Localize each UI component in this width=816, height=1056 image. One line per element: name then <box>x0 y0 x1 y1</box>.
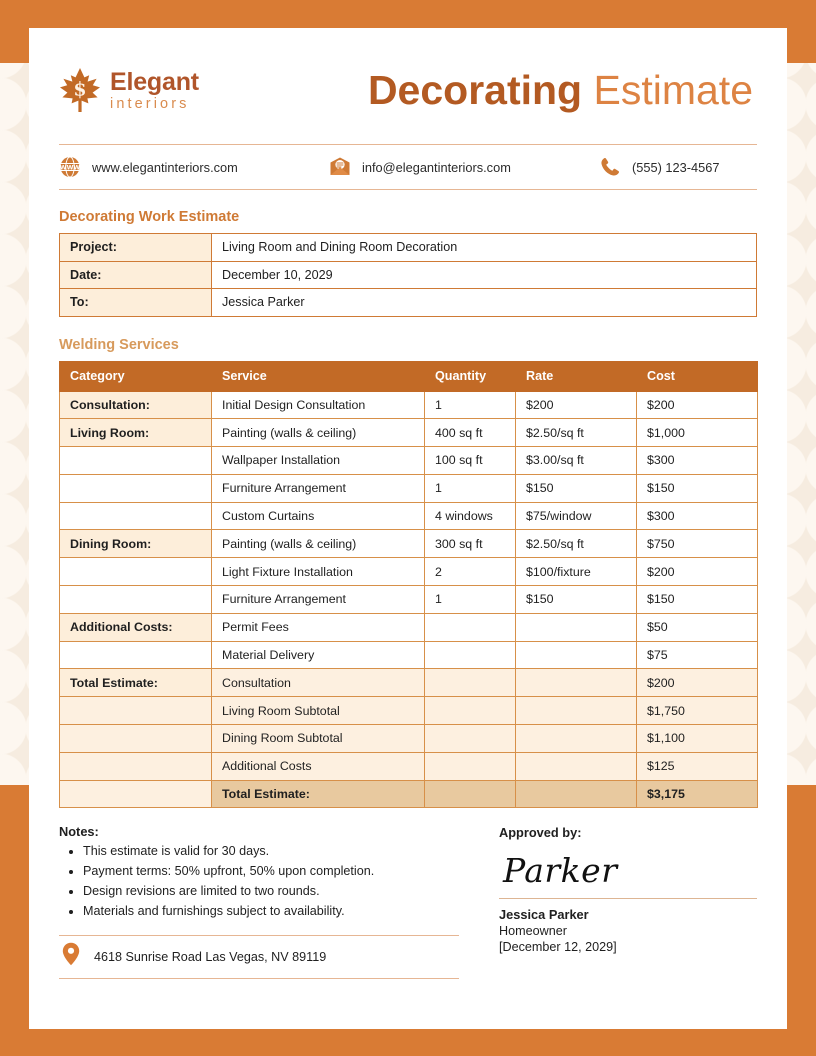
cell-cost: $300 <box>637 502 758 530</box>
signature-line <box>499 898 757 899</box>
cell-cost: $50 <box>637 613 758 641</box>
address-text: 4618 Sunrise Road Las Vegas, NV 89119 <box>94 949 327 964</box>
cell-cost: $150 <box>637 586 758 614</box>
document-footer <box>59 824 757 978</box>
table-row <box>60 502 758 530</box>
cell-service: Material Delivery <box>212 641 425 669</box>
table-row <box>60 474 758 502</box>
meta-label: To: <box>60 289 212 317</box>
table-row <box>60 780 758 808</box>
cell-category <box>60 447 212 475</box>
signer-role: Homeowner <box>499 924 567 939</box>
email-text: info@elegantinteriors.com <box>362 159 511 175</box>
cell-quantity <box>425 613 516 641</box>
meta-row <box>60 234 757 262</box>
signature: Parker <box>503 851 618 891</box>
cell-quantity <box>425 669 516 697</box>
cell-cost: $750 <box>637 530 758 558</box>
page-title-strong: Decorating <box>367 66 583 113</box>
notes-title: Notes: <box>59 824 99 840</box>
brand-logo <box>59 67 199 113</box>
table-row <box>60 613 758 641</box>
estimate-meta-table <box>59 233 757 317</box>
cell-category <box>60 502 212 530</box>
phone-text: (555) 123-4567 <box>632 159 720 175</box>
cell-service: Furniture Arrangement <box>212 474 425 502</box>
cell-quantity: 2 <box>425 558 516 586</box>
cell-category: Total Estimate: <box>60 669 212 697</box>
cell-rate: $2.50/sq ft <box>516 530 637 558</box>
column-header-quantity: Quantity <box>425 361 516 391</box>
document-header <box>59 28 757 138</box>
approved-by-label: Approved by: <box>499 825 582 841</box>
address-block <box>59 935 459 979</box>
cell-rate: $2.50/sq ft <box>516 419 637 447</box>
svg-text:$: $ <box>73 78 87 101</box>
cell-category <box>60 474 212 502</box>
cell-service: Light Fixture Installation <box>212 558 425 586</box>
cell-service: Total Estimate: <box>212 780 425 808</box>
document-page <box>29 28 787 1029</box>
cell-rate <box>516 752 637 780</box>
contact-bar <box>59 144 757 190</box>
phone-icon <box>599 156 621 178</box>
cell-category <box>60 725 212 753</box>
cell-service: Consultation <box>212 669 425 697</box>
location-pin-icon <box>62 942 80 971</box>
cell-service: Furniture Arrangement <box>212 586 425 614</box>
cell-cost: $1,000 <box>637 419 758 447</box>
meta-value: Jessica Parker <box>212 289 757 317</box>
bottom-orange-band <box>0 1029 816 1056</box>
cell-quantity: 1 <box>425 391 516 419</box>
cell-rate <box>516 669 637 697</box>
cell-category: Dining Room: <box>60 530 212 558</box>
cell-quantity: 4 windows <box>425 502 516 530</box>
cell-service: Living Room Subtotal <box>212 697 425 725</box>
page-title <box>367 66 757 113</box>
meta-label: Date: <box>60 261 212 289</box>
column-header-cost: Cost <box>637 361 758 391</box>
cell-quantity <box>425 697 516 725</box>
cell-cost: $200 <box>637 558 758 586</box>
services-table <box>59 361 758 809</box>
page-title-light: Estimate <box>593 66 753 113</box>
cell-quantity: 100 sq ft <box>425 447 516 475</box>
svg-text:WWW: WWW <box>59 164 81 172</box>
table-row <box>60 669 758 697</box>
cell-cost: $1,750 <box>637 697 758 725</box>
cell-cost: $3,175 <box>637 780 758 808</box>
cell-category <box>60 558 212 586</box>
cell-service: Painting (walls & ceiling) <box>212 530 425 558</box>
cell-rate <box>516 780 637 808</box>
list-item: • Materials and furnishings subject to availability. <box>83 902 459 922</box>
column-header-service: Service <box>212 361 425 391</box>
cell-rate: $75/window <box>516 502 637 530</box>
list-item: • This estimate is valid for 30 days. <box>83 842 459 862</box>
cell-cost: $200 <box>637 669 758 697</box>
cell-service: Additional Costs <box>212 752 425 780</box>
cell-rate <box>516 641 637 669</box>
contact-email[interactable] <box>329 156 599 178</box>
cell-cost: $200 <box>637 391 758 419</box>
table-row <box>60 752 758 780</box>
cell-quantity <box>425 725 516 753</box>
website-text: www.elegantinteriors.com <box>92 159 238 175</box>
cell-service: Initial Design Consultation <box>212 391 425 419</box>
list-item: • Design revisions are limited to two rounds. <box>83 882 459 902</box>
cell-cost: $300 <box>637 447 758 475</box>
table-row <box>60 419 758 447</box>
cell-rate: $150 <box>516 474 637 502</box>
cell-category: Additional Costs: <box>60 613 212 641</box>
cell-quantity <box>425 641 516 669</box>
signer-name: Jessica Parker <box>499 907 589 923</box>
table-row <box>60 447 758 475</box>
table-row <box>60 641 758 669</box>
services-section-heading: Welding Services <box>59 336 179 353</box>
contact-website[interactable] <box>59 156 329 178</box>
cell-quantity: 1 <box>425 586 516 614</box>
cell-rate <box>516 613 637 641</box>
meta-row <box>60 261 757 289</box>
meta-value: December 10, 2029 <box>212 261 757 289</box>
cell-cost: $1,100 <box>637 725 758 753</box>
column-header-rate: Rate <box>516 361 637 391</box>
cell-rate: $150 <box>516 586 637 614</box>
notes-list <box>83 842 459 921</box>
signer-date: [December 12, 2029] <box>499 940 617 955</box>
list-item: • Payment terms: 50% upfront, 50% upon completion. <box>83 862 459 882</box>
estimate-section-heading: Decorating Work Estimate <box>59 209 240 225</box>
table-row <box>60 586 758 614</box>
cell-category <box>60 697 212 725</box>
brand-wordmark <box>110 68 199 112</box>
cell-cost: $75 <box>637 641 758 669</box>
cell-service: Dining Room Subtotal <box>212 725 425 753</box>
right-orange-band <box>787 785 816 1056</box>
cell-category <box>60 752 212 780</box>
cell-service: Painting (walls & ceiling) <box>212 419 425 447</box>
cell-service: Wallpaper Installation <box>212 447 425 475</box>
meta-value: Living Room and Dining Room Decoration <box>212 234 757 262</box>
cell-category: Living Room: <box>60 419 212 447</box>
cell-category <box>60 586 212 614</box>
cell-rate: $100/fixture <box>516 558 637 586</box>
brand-subtitle: interiors <box>110 96 190 113</box>
table-row <box>60 725 758 753</box>
cell-quantity: 300 sq ft <box>425 530 516 558</box>
cell-category: Consultation: <box>60 391 212 419</box>
table-row <box>60 558 758 586</box>
cell-quantity <box>425 752 516 780</box>
meta-row <box>60 289 757 317</box>
table-row <box>60 530 758 558</box>
approval-section <box>499 824 757 978</box>
cell-rate: $200 <box>516 391 637 419</box>
cell-quantity: 400 sq ft <box>425 419 516 447</box>
cell-rate <box>516 697 637 725</box>
notes-section <box>59 824 459 978</box>
cell-category <box>60 780 212 808</box>
www-globe-icon <box>59 156 81 178</box>
table-row <box>60 697 758 725</box>
brand-name: Elegant <box>110 68 199 97</box>
maple-leaf-dollar-icon <box>59 67 101 113</box>
cell-quantity: 1 <box>425 474 516 502</box>
cell-quantity <box>425 780 516 808</box>
cell-rate: $3.00/sq ft <box>516 447 637 475</box>
column-header-category: Category <box>60 361 212 391</box>
envelope-icon <box>329 156 351 178</box>
cell-cost: $125 <box>637 752 758 780</box>
cell-service: Custom Curtains <box>212 502 425 530</box>
table-row <box>60 391 758 419</box>
cell-category <box>60 641 212 669</box>
cell-cost: $150 <box>637 474 758 502</box>
contact-phone[interactable] <box>599 156 757 178</box>
cell-service: Permit Fees <box>212 613 425 641</box>
cell-rate <box>516 725 637 753</box>
meta-label: Project: <box>60 234 212 262</box>
table-header-row <box>60 361 758 391</box>
